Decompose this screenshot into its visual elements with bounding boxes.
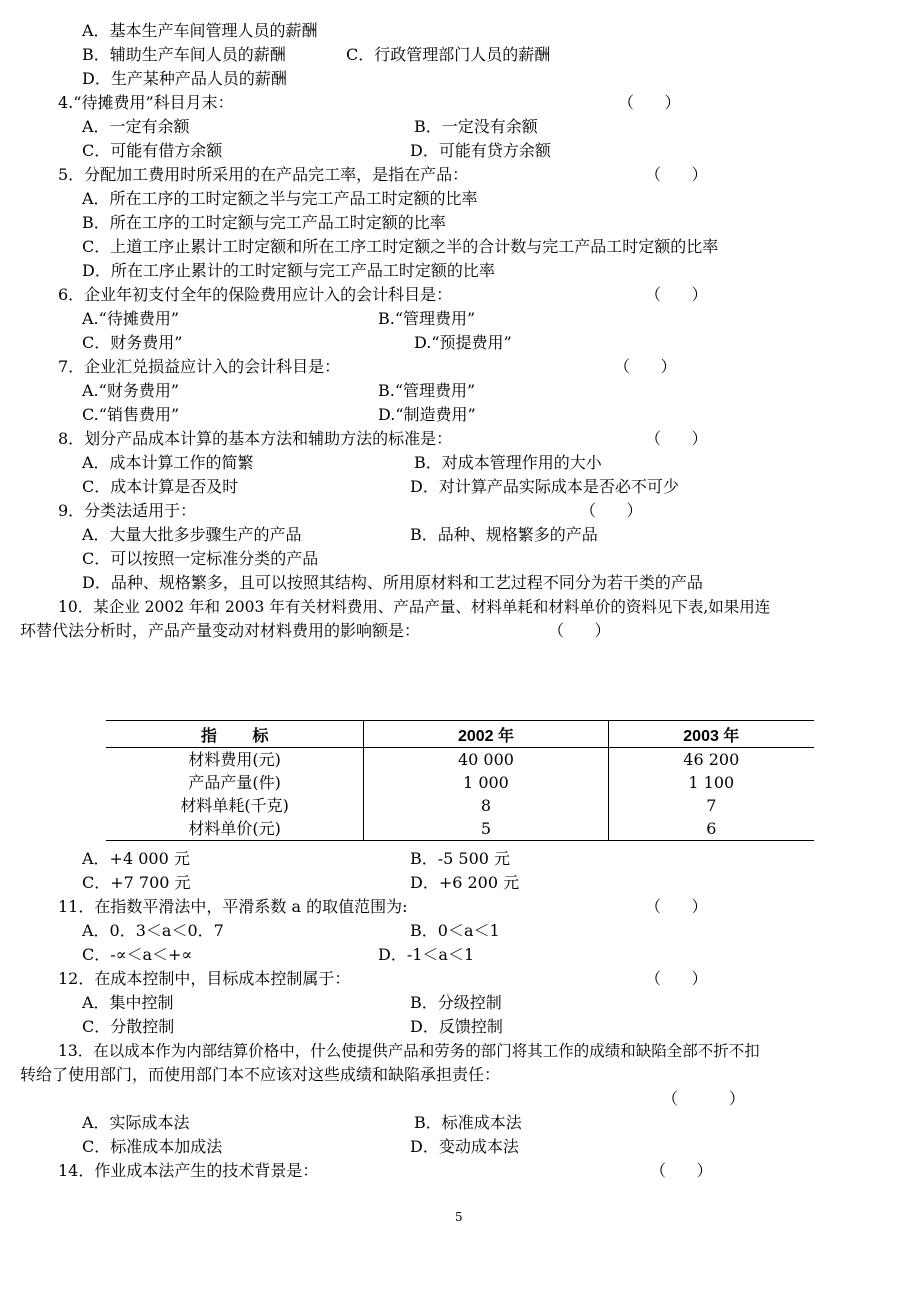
q13-stem-line2: 转给了使用部门，而使用部门本不应该对这些成绩和缺陷承担责任： (20, 1065, 501, 1084)
table-cell-2003: 46 200 (683, 750, 740, 769)
q10-answer-blank: （ ） (548, 621, 611, 640)
table-cell-label: 产品产量(件) (106, 771, 364, 794)
q12-answer-blank: （ ） (645, 969, 708, 988)
q5-stem: 5．分配加工费用时所采用的在产品完工率，是指在产品： (58, 165, 469, 184)
q6-stem: 6．企业年初支付全年的保险费用应计入的会计科目是： (58, 285, 453, 304)
q9-option-b: B．品种、规格繁多的产品 (410, 525, 598, 544)
q4-stem: 4.“待摊费用”科目月末： (58, 93, 234, 112)
q3-option-d: D．生产某种产品人员的薪酬 (82, 69, 287, 88)
q9-answer-blank: （ ） (580, 501, 643, 520)
table-row (106, 794, 814, 817)
q8-stem: 8．划分产品成本计算的基本方法和辅助方法的标准是： (58, 429, 453, 448)
q4-option-c: C．可能有借方余额 (82, 141, 223, 160)
q11-answer-blank: （ ） (645, 897, 708, 916)
table-cell-2002: 40 000 (364, 748, 608, 772)
q13-option-b: B．标准成本法 (414, 1113, 522, 1132)
q8-option-d: D．对计算产品实际成本是否必不可少 (410, 477, 679, 496)
q11-option-c: C．-∝＜a＜+∝ (82, 945, 193, 964)
q8-option-b: B．对成本管理作用的大小 (414, 453, 602, 472)
q12-stem: 12．在成本控制中，目标成本控制属于： (58, 969, 351, 988)
q3-option-b: B．辅助生产车间人员的薪酬 (82, 45, 286, 64)
table-row (106, 771, 814, 794)
q12-option-b: B．分级控制 (410, 993, 502, 1012)
table-header-row (106, 721, 814, 748)
q10-option-d: D．+6 200 元 (410, 873, 520, 892)
q9-option-d: D．品种、规格繁多，且可以按照其结构、所用原材料和工艺过程不同分为若干类的产品 (82, 573, 703, 592)
q8-option-a: A．成本计算工作的简繁 (82, 453, 254, 472)
materials-table (106, 720, 814, 841)
q5-answer-blank: （ ） (645, 165, 708, 184)
q12-option-a: A．集中控制 (82, 993, 174, 1012)
q5-option-b: B．所在工序的工时定额与完工产品工时定额的比率 (82, 213, 446, 232)
q7-answer-blank: （ ） (614, 357, 677, 376)
table-cell-label: 材料费用(元) (106, 748, 364, 772)
q11-stem: 11．在指数平滑法中，平滑系数 a 的取值范围为: (58, 897, 408, 916)
q4-answer-blank: （ ） (618, 93, 681, 112)
q9-option-a: A．大量大批多步骤生产的产品 (82, 525, 302, 544)
q5-option-d: D．所在工序止累计的工时定额与完工产品工时定额的比率 (82, 261, 495, 280)
q12-option-d: D．反馈控制 (410, 1017, 503, 1036)
q7-option-d: D.“制造费用” (378, 405, 476, 424)
q10-option-c: C．+7 700 元 (82, 873, 191, 892)
q4-option-b: B．一定没有余额 (414, 117, 538, 136)
q11-option-a: A．0．3＜a＜0．7 (82, 921, 224, 940)
table-cell-label: 材料单耗(千克) (106, 794, 364, 817)
table-cell-2002: 5 (364, 817, 608, 841)
q4-option-a: A．一定有余额 (82, 117, 190, 136)
q6-option-d: D.“预提费用” (414, 333, 512, 352)
q13-answer-blank: （ ） (662, 1089, 745, 1108)
table-header-indicator: 指 标 (106, 721, 364, 748)
q10-option-a: A．+4 000 元 (82, 849, 190, 868)
q8-answer-blank: （ ） (645, 429, 708, 448)
q11-option-b: B．0＜a＜1 (410, 921, 500, 940)
q3-option-c: C．行政管理部门人员的薪酬 (346, 45, 551, 64)
q10-stem-line2: 环替代法分析时，产品产量变动对材料费用的影响额是： (20, 621, 421, 640)
q9-option-c: C．可以按照一定标准分类的产品 (82, 549, 319, 568)
q5-option-a: A．所在工序的工时定额之半与完工产品工时定额的比率 (82, 189, 478, 208)
q3-option-a: A．基本生产车间管理人员的薪酬 (82, 21, 318, 40)
q6-option-a: A.“待摊费用” (82, 309, 180, 328)
q7-option-b: B.“管理费用” (378, 381, 476, 400)
q7-option-a: A.“财务费用” (82, 381, 180, 400)
q12-option-c: C．分散控制 (82, 1017, 175, 1036)
q14-stem: 14．作业成本法产生的技术背景是： (58, 1161, 319, 1180)
q10-stem-line1: 10．某企业 2002 年和 2003 年有关材料费用、产品产量、材料单耗和材料单价的资料见下表,如果用连 (58, 598, 771, 616)
q13-option-d: D．变动成本法 (410, 1137, 519, 1156)
q13-option-c: C．标准成本加成法 (82, 1137, 223, 1156)
q4-option-d: D．可能有贷方余额 (410, 141, 551, 160)
table-header-2003: 2003 年 (608, 721, 814, 748)
table-cell-2003: 7 (706, 796, 717, 815)
table-cell-label: 材料单价(元) (106, 817, 364, 841)
q9-stem: 9．分类法适用于： (58, 501, 197, 520)
q13-stem-line1: 13．在以成本作为内部结算价格中，什么使提供产品和劳务的部门将其工作的成绩和缺陷全部不折不扣 (58, 1042, 760, 1060)
q6-answer-blank: （ ） (645, 285, 708, 304)
table-row (106, 748, 814, 772)
page-number: 5 (455, 1210, 463, 1224)
q11-option-d: D．-1＜a＜1 (378, 945, 475, 964)
table-cell-2002: 1 000 (364, 771, 608, 794)
q6-option-c: C．财务费用” (82, 333, 183, 352)
table-cell-2003: 1 100 (688, 773, 735, 792)
q14-answer-blank: （ ） (650, 1161, 713, 1180)
q5-option-c: C．上道工序止累计工时定额和所在工序工时定额之半的合计数与完工产品工时定额的比率 (82, 237, 719, 256)
q7-stem: 7．企业汇兑损益应计入的会计科目是： (58, 357, 341, 376)
q7-option-c: C.“销售费用” (82, 405, 180, 424)
table-cell-2002: 8 (364, 794, 608, 817)
q6-option-b: B.“管理费用” (378, 309, 476, 328)
q13-option-a: A．实际成本法 (82, 1113, 190, 1132)
q8-option-c: C．成本计算是否及时 (82, 477, 239, 496)
table-row (106, 817, 814, 841)
q10-option-b: B．-5 500 元 (410, 849, 511, 868)
table-cell-2003: 6 (608, 817, 814, 841)
table-header-2002: 2002 年 (364, 721, 608, 748)
